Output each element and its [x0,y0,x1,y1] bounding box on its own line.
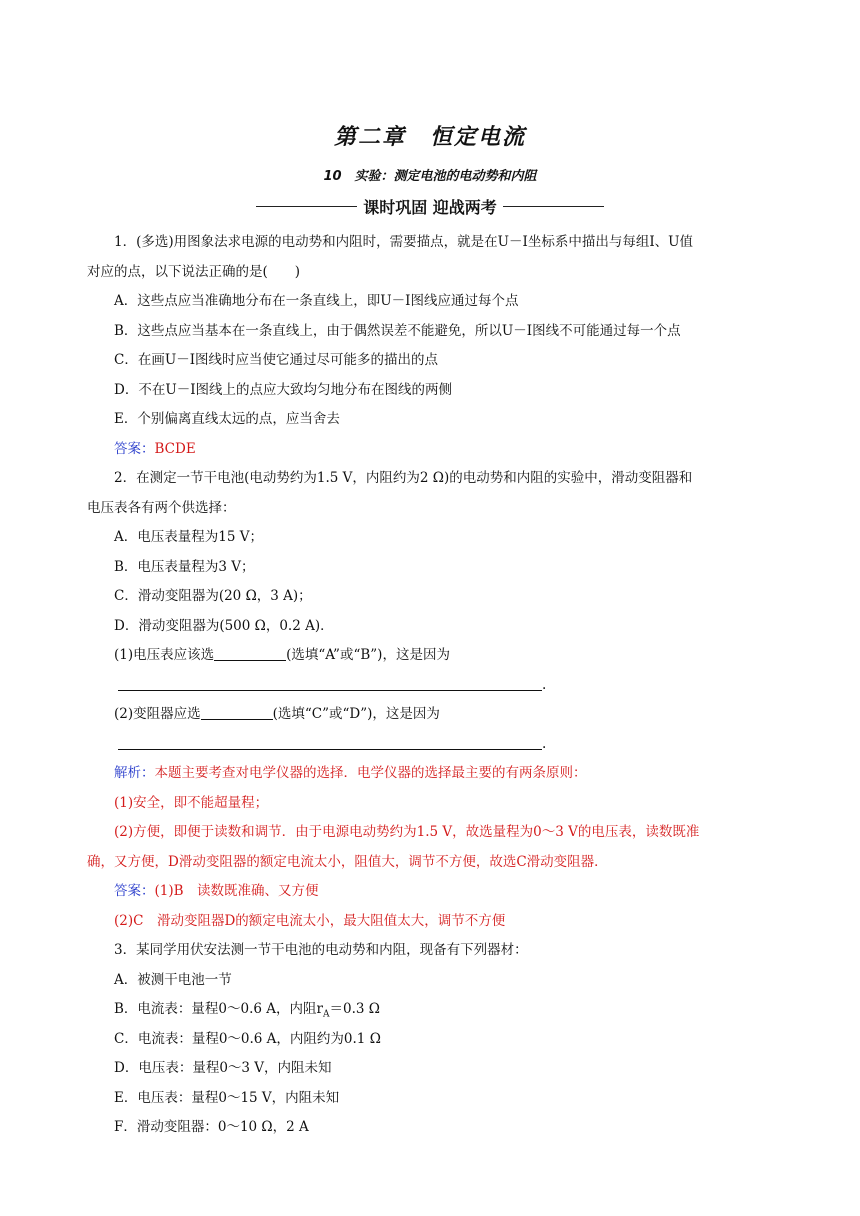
q1-option-a: A．这些点应当准确地分布在一条直线上，即U－I图线应通过每个点 [114,293,519,309]
section-banner [256,193,604,219]
q2-option-d: D．滑动变阻器为(500 Ω，0.2 A)． [114,617,334,634]
q2-sub1-blank [214,646,286,661]
q2-sub2-reason-blank [118,733,542,750]
q3-option-f: F．滑动变阻器：0～10 Ω，2 A [114,1119,309,1135]
q3-option-b-text: B．电流表：量程0～0.6 A，内阻r [114,1001,323,1017]
q2-option-a: A．电压表量程为15 V； [114,529,263,545]
banner-right-rule [503,206,604,207]
q2-subquestion-1 [87,641,777,671]
q1-option-d: D．不在U－I图线上的点应大致均匀地分布在图线的两侧 [114,381,453,398]
q1-stem-line1: 1．(多选)用图象法求电源的电动势和内阻时，需要描点，就是在U－I坐标系中描出与每组I、U值 [114,234,694,250]
q2-sub1-reason-line [87,671,777,701]
q2-stem-line2: 电压表各有两个供选择： [87,499,236,516]
chapter-title: 第二章 恒定电流 [333,125,526,150]
q2-sub1-prefix: (1)电压表应该选 [114,647,215,663]
q2-analysis-line1 [87,759,777,789]
q2-analysis-label: 解析： [114,765,155,781]
q3-option-b-subscript: A [322,1009,330,1020]
banner-text: 课时巩固 迎战两考 [363,197,497,217]
q2-stem-line1: 2．在测定一节干电池(电动势约为1.5 V，内阻约为2 Ω)的电动势和内阻的实验中，滑动变阻器和 [114,470,693,486]
q2-answer-text1: (1)B 读数既准确、又方便 [154,883,319,899]
q3-stem: 3．某同学用伏安法测一节干电池的电动势和内阻，现备有下列器材： [114,942,528,958]
banner-left-rule [256,206,357,207]
section-title: 10 实验：测定电池的电动势和内阻 [323,169,537,184]
q2-analysis-text1: 本题主要考查对电学仪器的选择．电学仪器的选择最主要的有两条原则： [154,765,587,781]
q1-option-e: E．个别偏离直线太远的点，应当舍去 [114,411,340,427]
q2-sub2-suffix: (选填“C”或“D”)，这是因为 [272,706,440,722]
q1-answer-value: BCDE [154,440,196,457]
q3-option-e: E．电压表：量程0～15 V，内阻未知 [114,1089,340,1106]
q3-option-b-tail: ＝0.3 Ω [329,1001,380,1017]
q2-sub1-suffix: (选填“A”或“B”)，这是因为 [286,647,450,663]
q1-answer-label: 答案： [114,440,155,457]
q2-option-c: C．滑动变阻器为(20 Ω，3 A)； [114,588,312,604]
q2-analysis-line3: (2)方便，即便于读数和调节．由于电源电动势约为1.5 V，故选量程为0～3 V的电压表，读数既准 [114,824,700,840]
q2-option-b: B．电压表量程为3 V； [114,558,255,575]
q1-stem-line2: 对应的点，以下说法正确的是( ) [87,263,301,280]
q2-answer-line1 [87,877,777,907]
q2-answer-label: 答案： [114,883,155,899]
q1-answer [87,435,777,465]
q2-subquestion-2 [87,700,777,730]
q1-option-b: B．这些点应当基本在一条直线上，由于偶然误差不能避免，所以U－I图线不可能通过每一个点 [114,322,681,339]
q2-sub2-prefix: (2)变阻器应选 [114,706,201,722]
q2-sub1-reason-blank [118,674,542,691]
q1-option-c: C．在画U－I图线时应当使它通过尽可能多的描出的点 [114,352,439,368]
q2-analysis-line2: (1)安全，即不能超量程； [114,794,269,811]
q2-answer-line2: (2)C 滑动变阻器D的额定电流太小，最大阻值太大，调节不方便 [114,912,506,929]
q2-sub2-reason-line [87,730,777,760]
q3-option-a: A．被测干电池一节 [114,971,232,988]
q2-analysis-line4: 确，又方便，D滑动变阻器的额定电流太小，阻值大，调节不方便，故选C滑动变阻器． [87,853,608,870]
q2-sub1-period: . [542,676,547,693]
q3-option-c: C．电流表：量程0～0.6 A，内阻约为0.1 Ω [114,1030,381,1047]
exercise-content [87,228,777,1143]
q3-option-b [87,995,777,1025]
q2-sub2-blank [201,705,273,720]
q3-option-d: D．电压表：量程0～3 V，内阻未知 [114,1060,332,1076]
q2-sub2-period: . [542,735,547,752]
